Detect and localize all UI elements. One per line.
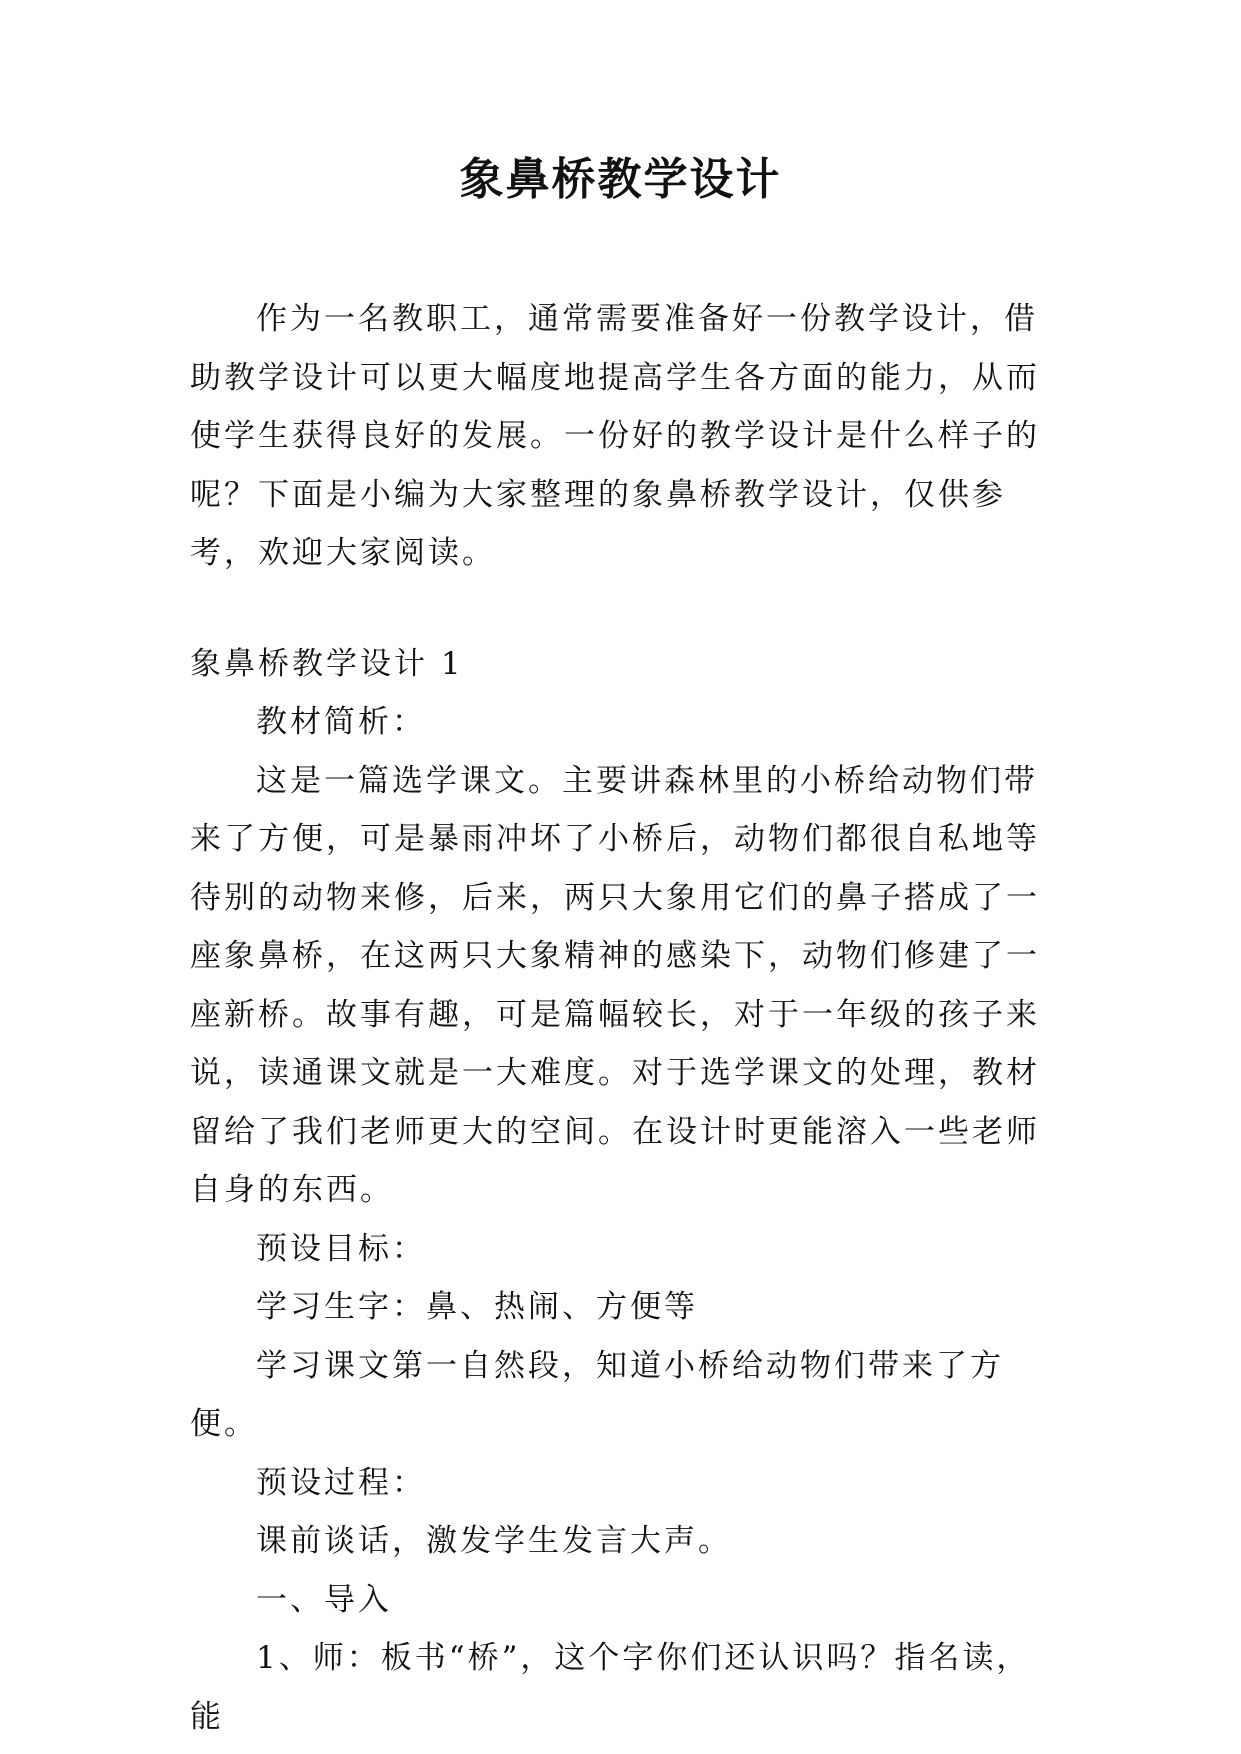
paragraph-goals-label: 预设目标： — [256, 1230, 426, 1267]
section-heading: 象鼻桥教学设计 1 — [190, 645, 464, 682]
paragraph-warmup: 课前谈话，激发学生发言大声。 — [256, 1523, 732, 1559]
document-body — [190, 290, 1060, 1746]
document-title: 象鼻桥教学设计 — [459, 154, 782, 205]
paragraph-textbook-analysis-label: 教材简析： — [256, 704, 426, 740]
section-gap — [190, 583, 1060, 635]
paragraph-step-one: 1、师：板书“桥”，这个字你们还认识吗？指名读，能 — [190, 1640, 1031, 1735]
intro-paragraph: 作为一名教职工，通常需要准备好一份教学设计，借助教学设计可以更大幅度地提高学生各方面的能力，从而使学生获得良好的发展。一份好的教学设计是什么样子的呢？下面是小编为大家整理的象鼻桥教学设计，仅供参考，欢迎大家阅读。 — [190, 301, 1040, 571]
paragraph-goal-characters: 学习生字：鼻、热闹、方便等 — [256, 1289, 698, 1325]
paragraph-intro-step: 一、导入 — [256, 1581, 392, 1618]
paragraph-process-label: 预设过程： — [256, 1464, 426, 1501]
paragraph-textbook-analysis: 这是一篇选学课文。主要讲森林里的小桥给动物们带来了方便，可是暴雨冲坏了小桥后，动物们都很自私地等待别的动物来修，后来，两只大象用它们的鼻子搭成了一座象鼻桥，在这两只大象精神的感染下，动物们修建了一座新桥。故事有趣，可是篇幅较长，对于一年级的孩子来说，读通课文就是一大难度。对于选学课文的处理，教材留给了我们老师更大的空间。在设计时更能溶入一些老师自身的东西。 — [190, 762, 1040, 1208]
paragraph-goal-reading: 学习课文第一自然段，知道小桥给动物们带来了方便。 — [190, 1347, 1004, 1442]
